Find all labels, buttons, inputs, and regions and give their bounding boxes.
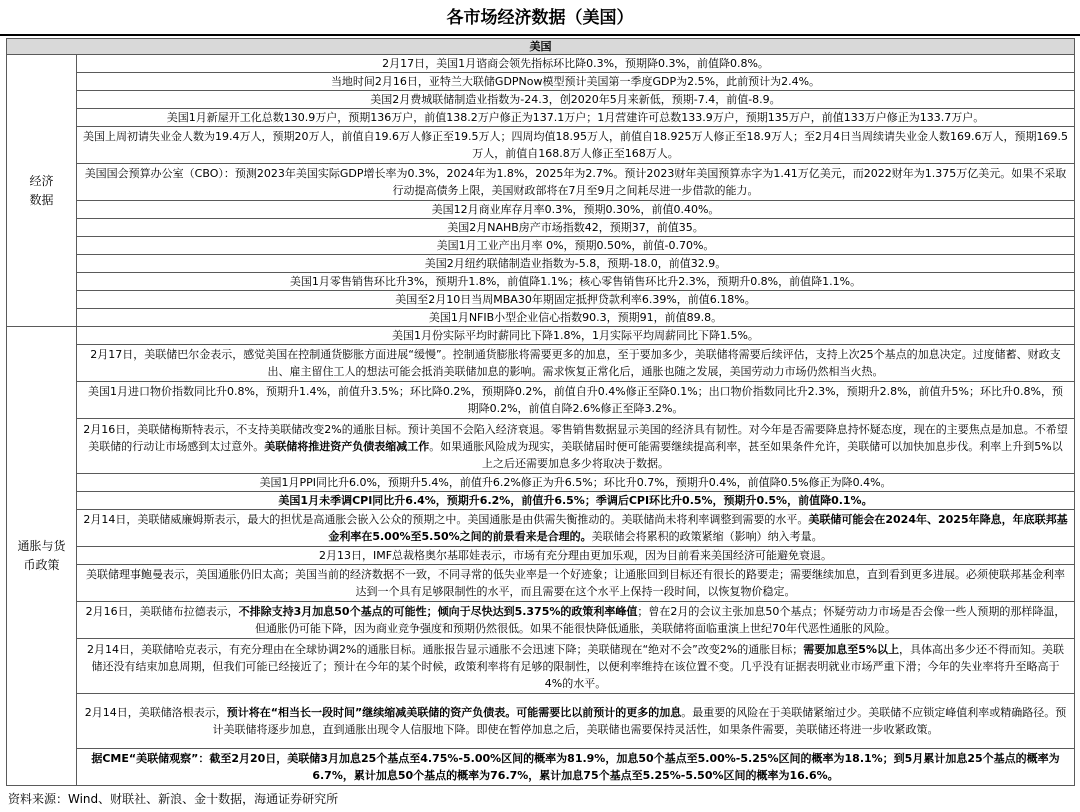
cell-text-bold: 美联储可能会在2024年、2025年降息，年底联邦基金利率在5.00%至5.50%之间的前景看来是合理的。 bbox=[328, 513, 1068, 543]
cell-text: 2月14日，美联储洛根表示， bbox=[84, 706, 227, 719]
cell-text: ；曾在2月的会议主张加息50个基点；怀疑劳动力市场是否会像一些人预期的那样降温，但通胀仍可能下降，因为商业竞争强度和预期仍然很低。如果不能很快降低通胀，美联储将面临重演上世纪70年代恶性通胀的风险。 bbox=[255, 605, 1066, 635]
table-row bbox=[7, 602, 1075, 639]
table-cell bbox=[77, 694, 1075, 749]
table-cell: 美国2月NAHB房产市场指数42，预期37，前值35。 bbox=[77, 219, 1075, 237]
table-row bbox=[7, 237, 1075, 255]
table-cell: 美国1月新屋开工化总数130.9万户，预期136万户，前值138.2万户修正为137.1万户；1月营建许可总数133.9万户，预期135万户，前值133万户修正为133.7万户。 bbox=[77, 109, 1075, 127]
category-label: 经济 数据 bbox=[29, 173, 54, 207]
table-row bbox=[7, 492, 1075, 510]
cell-text-bold: 美联储将推进资产负债表缩减工作 bbox=[264, 439, 430, 453]
table-row bbox=[7, 694, 1075, 749]
cell-text: 2月16日，美联储梅斯特表示，不支持美联储改变2%的通胀目标。预计美国不会陷入经济衰退。零售销售数据显示美国的经济具有韧性。对今年是否需要降息持怀疑态度，现在的主要焦点是加息。不希望美联储的行动让市场感到太过意外。 bbox=[83, 422, 1068, 453]
category-label: 通胀与货 币政策 bbox=[17, 539, 66, 572]
table-cell: 美国2月纽约联储制造业指数为-5.8，预期-18.0，前值32.9。 bbox=[77, 255, 1075, 273]
table-cell: 美国1月未季调CPI同比升6.4%，预期升6.2%，前值升6.5%；季调后CPI环比升0.5%，预期升0.5%，前值降0.1%。 bbox=[77, 492, 1075, 510]
page-title: 各市场经济数据（美国） bbox=[0, 0, 1080, 36]
table-cell bbox=[77, 510, 1075, 547]
data-table-wrapper bbox=[6, 38, 1074, 786]
table-cell: 美国至2月10日当周MBA30年期固定抵押贷款利率6.39%，前值6.18%。 bbox=[77, 291, 1075, 309]
table-cell: 2月17日，美联储巴尔金表示，感觉美国在控制通货膨胀方面进展“缓慢”。控制通货膨胀将需要更多的加息，至于要加多少，美联储将需要后续评估，支持上次25个基点的加息决定。过度储蓄、财政支出、雇主留住工人的想法可能会抵消美联储加息的影响。需求恢复正常化后，通胀也随之发展，美国劳动力市场仍然相当火热。 bbox=[77, 345, 1075, 382]
table-cell: 美国1月PPI同比升6.0%，预期升5.4%，前值升6.2%修正为升6.5%；环比升0.7%，预期升0.4%，前值降0.5%修正为降0.4%。 bbox=[77, 474, 1075, 492]
table-cell: 美国国会预算办公室（CBO）：预测2023年美国实际GDP增长率为0.3%，2024年为1.8%，2025年为2.7%。预计2023财年美国预算赤字为1.41万亿美元，而2022财年为1.375万亿美元。如果不采取行动提高债务上限，美国财政部将在7月至9月之间耗尽进一步借款的能力。 bbox=[77, 164, 1075, 201]
cell-text: ，具体高出多少还不得而知。美联储还没有结束加息周期，但我们可能已经接近了；预计在今年的某个时候，政策利率将有足够的限制性，以便利率维持在该位置不变。几乎没有证据表明就业市场严重下滑；今年的失业率将升至略高于4%的水平。 bbox=[91, 642, 1064, 690]
table-cell: 美国1月零售销售环比升3%，预期升1.8%，前值降1.1%；核心零售销售环比升2.3%，预期升0.8%，前值降1.1%。 bbox=[77, 273, 1075, 291]
table-cell: 美国1月进口物价指数同比升0.8%，预期升1.4%，前值升3.5%；环比降0.2%，预期降0.2%，前值自升0.4%修正至降0.1%；出口物价指数同比升2.3%，预期升2.8%，前值升5%；环比升0.8%，预期降0.2%，前值自降2.6%修正至降3.2%。 bbox=[77, 382, 1075, 419]
table-cell: 美国1月工业产出月率 0%，预期0.50%，前值-0.70%。 bbox=[77, 237, 1075, 255]
table-row bbox=[7, 201, 1075, 219]
cell-text: 美联储会将累积的政策紧缩（影响）纳入考量。 bbox=[591, 530, 823, 543]
table-cell: 美国12月商业库存月率0.3%，预期0.30%，前值0.40%。 bbox=[77, 201, 1075, 219]
table-row bbox=[7, 327, 1075, 345]
table-row bbox=[7, 73, 1075, 91]
table-row bbox=[7, 127, 1075, 164]
cell-text: 2月14日，美联储威廉姆斯表示，最大的担忧是高通胀会嵌入公众的预期之中。美国通胀是由供需失衡推动的。美联储尚未将利率调整到需要的水平。 bbox=[83, 513, 809, 526]
source-note: 资料来源：Wind、财联社、新浪、金十数据，海通证券研究所 bbox=[8, 792, 339, 806]
table-cell: 2月17日，美国1月谘商会领先指标环比降0.3%，预期降0.3%，前值降0.8%。 bbox=[77, 55, 1075, 73]
table-cell: 当地时间2月16日，亚特兰大联储GDPNow模型预计美国第一季度GDP为2.5%，此前预计为2.4%。 bbox=[77, 73, 1075, 91]
table-row bbox=[7, 255, 1075, 273]
table-row bbox=[7, 547, 1075, 565]
table-cell bbox=[77, 639, 1075, 694]
economic-data-table bbox=[6, 38, 1075, 786]
table-cell: 据CME“美联储观察”：截至2月20日，美联储3月加息25个基点至4.75%-5.00%区间的概率为81.9%，加息50个基点至5.00%-5.25%区间的概率为18.1%；到5月累计加息25个基点的概率为6.7%，累计加息50个基点的概率为76.7%，累计加息75个基点至5.25%-5.50%区间的概率为16.6%。 bbox=[77, 749, 1075, 786]
table-cell: 美国1月份实际平均时薪同比下降1.8%，1月实际平均周薪同比下降1.5%。 bbox=[77, 327, 1075, 345]
table-header-row bbox=[7, 39, 1075, 55]
cell-text: 。最重要的风险在于美联储紧缩过少。美联储不应锁定峰值利率或精确路径。预计美联储将逐步加息，直到通胀出现令人信服地下降。即使在暂停加息之后，美联储也需要保持灵活性，如果条件需要，美联储还将进一步收紧政策。 bbox=[212, 706, 1067, 736]
category-inflation bbox=[7, 327, 77, 786]
table-row bbox=[7, 382, 1075, 419]
table-row bbox=[7, 55, 1075, 73]
table-row bbox=[7, 510, 1075, 547]
cell-text-bold: 不排除支持3月加息50个基点的可能性；倾向于尽快达到5.375%的政策利率峰值 bbox=[238, 605, 638, 618]
table-row bbox=[7, 419, 1075, 474]
table-row bbox=[7, 164, 1075, 201]
table-row bbox=[7, 109, 1075, 127]
table-row bbox=[7, 749, 1075, 786]
table-header: 美国 bbox=[7, 39, 1075, 55]
cell-text-bold: 需要加息至5%以上 bbox=[803, 642, 899, 656]
table-cell: 美国2月费城联储制造业指数为-24.3，创2020年5月来新低，预期-7.4，前值-8.9。 bbox=[77, 91, 1075, 109]
table-row bbox=[7, 565, 1075, 602]
table-cell: 美国1月NFIB小型企业信心指数90.3，预期91，前值89.8。 bbox=[77, 309, 1075, 327]
table-row bbox=[7, 273, 1075, 291]
table-row bbox=[7, 291, 1075, 309]
table-cell: 2月13日，IMF总裁格奥尔基耶娃表示，市场有充分理由更加乐观，因为目前看来美国经济可能避免衰退。 bbox=[77, 547, 1075, 565]
cell-text: 2月16日，美联储布拉德表示， bbox=[85, 605, 239, 618]
table-cell: 美国上周初请失业金人数为19.4万人，预期20万人，前值自19.6万人修正至19.5万人；四周均值18.95万人，前值自18.925万人修正至18.9万人；至2月4日当周续请失业金人数169.6万人，预期169.5万人，前值自168.8万人修正至168万人。 bbox=[77, 127, 1075, 164]
table-row bbox=[7, 345, 1075, 382]
table-cell: 美联储理事鲍曼表示，美国通胀仍旧太高；美国当前的经济数据不一致，不同寻常的低失业率是一个好迹象；让通胀回到目标还有很长的路要走；需要继续加息，直到看到更多进展。必须使联邦基金利率达到一个具有足够限制性的水平，而且需要在这个水平上保持一段时间，以恢复物价稳定。 bbox=[77, 565, 1075, 602]
table-row bbox=[7, 639, 1075, 694]
cell-text-bold: 预计将在“相当长一段时间”继续缩减美联储的资产负债表。可能需要比以前预计的更多的加息 bbox=[226, 706, 682, 719]
table-row bbox=[7, 91, 1075, 109]
table-row bbox=[7, 309, 1075, 327]
category-economic bbox=[7, 55, 77, 327]
cell-text: 2月14日，美联储哈克表示，有充分理由在全球协调2%的通胀目标。通胀报告显示通胀不会迅速下降；美联储现在“绝对不会”改变2%的通胀目标； bbox=[87, 642, 804, 656]
table-cell bbox=[77, 602, 1075, 639]
cell-text: 。如果通胀风险成为现实，美联储届时便可能需要继续提高利率，甚至如果条件允许，美联储可以加快加息步伐。利率上升到5%以上之后还需要加息多少将取决于数据。 bbox=[429, 439, 1063, 470]
table-row bbox=[7, 474, 1075, 492]
table-row bbox=[7, 219, 1075, 237]
table-cell bbox=[77, 419, 1075, 474]
